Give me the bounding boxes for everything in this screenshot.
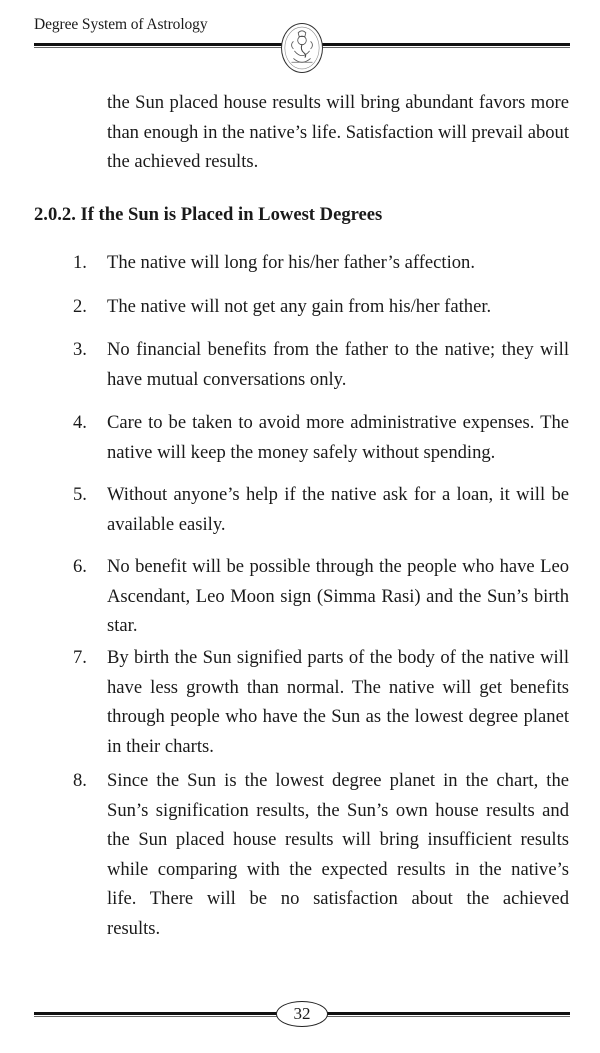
- intro-paragraph: [107, 88, 569, 177]
- text-line: Since the Sun is the lowest degree planet in the chart, the: [107, 770, 569, 791]
- ganesha-seal-icon: [281, 23, 323, 73]
- item-number: 1.: [73, 252, 87, 273]
- text-line: star.: [107, 615, 138, 636]
- item-number: 7.: [73, 647, 87, 668]
- text-line: results.: [107, 917, 161, 939]
- text-line: Without anyone’s help if the native ask for a loan, it will be: [107, 484, 569, 505]
- text-line: through people who have the Sun as the lowest degree planet: [107, 706, 569, 727]
- text-line: No financial benefits from the father to the native; they will: [107, 339, 569, 360]
- text-line: while comparing with the expected results in the native’s: [107, 858, 569, 880]
- text-line: Ascendant, Leo Moon sign (Simma Rasi) and the Sun’s birth: [107, 585, 569, 607]
- text-line: in their charts.: [107, 735, 214, 757]
- text-line: The native will not get any gain from his/her father.: [107, 296, 492, 317]
- page-number: 32: [276, 1001, 328, 1027]
- text-line: Care to be taken to avoid more administrative expenses. The: [107, 412, 569, 433]
- section-heading: 2.0.2. If the Sun is Placed in Lowest Degrees: [34, 204, 383, 225]
- item-number: 8.: [73, 770, 87, 791]
- text-line: No benefit will be possible through the people who have Leo: [107, 556, 569, 577]
- item-number: 2.: [73, 296, 87, 317]
- text-line: the Sun placed house results will bring insufficient results: [107, 829, 569, 850]
- text-line: By birth the Sun signified parts of the body of the native will: [107, 647, 569, 668]
- item-number: 6.: [73, 556, 87, 577]
- text-line: have less growth than normal. The native will get benefits: [107, 676, 569, 698]
- running-head: Degree System of Astrology: [34, 16, 208, 33]
- text-line: Sun’s signification results, the Sun’s own house results and: [107, 799, 569, 821]
- text-line: available easily.: [107, 513, 226, 535]
- item-number: 5.: [73, 484, 87, 505]
- text-line: the Sun placed house results will bring abundant favors more: [107, 92, 569, 113]
- item-number: 4.: [73, 412, 87, 433]
- text-line: native will keep the money safely without spending.: [107, 441, 496, 463]
- item-number: 3.: [73, 339, 87, 360]
- text-line: have mutual conversations only.: [107, 368, 347, 390]
- text-line: the achieved results.: [107, 151, 259, 172]
- text-line: life. There will be no satisfaction about the achieved: [107, 888, 569, 909]
- text-line: The native will long for his/her father’s affection.: [107, 252, 475, 273]
- text-line: than enough in the native’s life. Satisfaction will prevail about: [107, 121, 569, 143]
